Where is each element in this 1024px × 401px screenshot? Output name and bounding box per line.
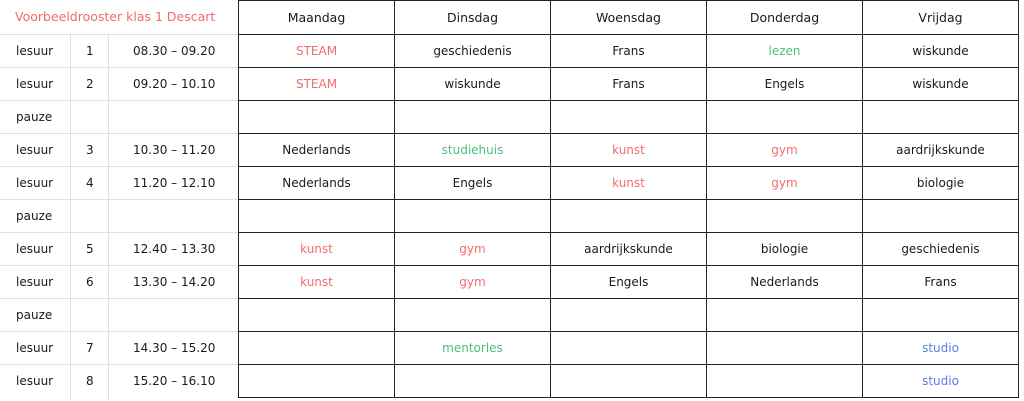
lesson-cell <box>551 200 707 233</box>
table-row <box>239 365 1019 398</box>
lesson-cell: geschiedenis <box>863 233 1019 266</box>
period-time: 12.40 – 13.30 <box>133 242 216 256</box>
lesson-cell: gym <box>707 134 863 167</box>
period-row-label <box>0 67 238 100</box>
period-type-label: lesuur <box>16 77 54 91</box>
period-column <box>0 0 238 401</box>
lesson-cell: aardrijkskunde <box>551 233 707 266</box>
period-row-label <box>0 364 238 397</box>
lesson-cell: gym <box>395 233 551 266</box>
break-row-label <box>0 199 238 232</box>
lesson-cell <box>239 365 395 398</box>
lesson-cell <box>239 200 395 233</box>
day-header-row <box>239 1 1019 35</box>
lesson-cell: gym <box>395 266 551 299</box>
lesson-cell <box>707 332 863 365</box>
lesson-cell: Nederlands <box>239 134 395 167</box>
lesson-cell <box>551 101 707 134</box>
lesson-cell: aardrijkskunde <box>863 134 1019 167</box>
table-row <box>239 266 1019 299</box>
lesson-cell: lezen <box>707 35 863 68</box>
day-header-donderdag: Donderdag <box>707 1 863 35</box>
lesson-cell: kunst <box>239 266 395 299</box>
lesson-cell: wiskunde <box>395 68 551 101</box>
table-row <box>239 134 1019 167</box>
lesson-cell: STEAM <box>239 68 395 101</box>
lesson-cell <box>551 365 707 398</box>
period-time: 13.30 – 14.20 <box>133 275 216 289</box>
day-header-vrijdag: Vrijdag <box>863 1 1019 35</box>
table-row <box>239 167 1019 200</box>
period-number: 2 <box>86 77 94 91</box>
period-type-label: lesuur <box>16 242 54 256</box>
lesson-cell <box>395 299 551 332</box>
period-number: 1 <box>86 44 94 58</box>
schedule-table <box>238 0 1019 398</box>
lesson-cell: Engels <box>395 167 551 200</box>
period-row-label <box>0 166 238 199</box>
lesson-cell: studio <box>863 332 1019 365</box>
period-type-label: lesuur <box>16 143 54 157</box>
lesson-cell: Engels <box>551 266 707 299</box>
period-row-label <box>0 265 238 298</box>
lesson-cell: Frans <box>863 266 1019 299</box>
lesson-cell: Engels <box>707 68 863 101</box>
period-number: 5 <box>86 242 94 256</box>
lesson-cell <box>239 332 395 365</box>
break-row <box>239 101 1019 134</box>
day-header-dinsdag: Dinsdag <box>395 1 551 35</box>
lesson-cell: wiskunde <box>863 68 1019 101</box>
lesson-cell: geschiedenis <box>395 35 551 68</box>
period-number: 4 <box>86 176 94 190</box>
lesson-cell: wiskunde <box>863 35 1019 68</box>
schedule-body <box>239 35 1019 398</box>
lesson-cell: Frans <box>551 35 707 68</box>
period-time: 09.20 – 10.10 <box>133 77 216 91</box>
table-row <box>239 332 1019 365</box>
period-type-label: lesuur <box>16 176 54 190</box>
lesson-cell <box>395 101 551 134</box>
lesson-cell <box>707 365 863 398</box>
timetable-title: Voorbeeldrooster klas 1 Descart <box>15 9 216 24</box>
lesson-cell <box>551 299 707 332</box>
period-type-label: lesuur <box>16 275 54 289</box>
break-row <box>239 200 1019 233</box>
period-type-label: pauze <box>16 110 53 124</box>
table-row <box>239 68 1019 101</box>
schedule-grid <box>238 0 1019 401</box>
lesson-cell <box>707 101 863 134</box>
lesson-cell: kunst <box>551 134 707 167</box>
lesson-cell <box>395 365 551 398</box>
lesson-cell <box>863 200 1019 233</box>
period-row-label <box>0 133 238 166</box>
lesson-cell: Nederlands <box>707 266 863 299</box>
lesson-cell: Frans <box>551 68 707 101</box>
lesson-cell: kunst <box>239 233 395 266</box>
period-row-label <box>0 34 238 67</box>
lesson-cell: kunst <box>551 167 707 200</box>
lesson-cell: studiehuis <box>395 134 551 167</box>
lesson-cell: Nederlands <box>239 167 395 200</box>
lesson-cell: gym <box>707 167 863 200</box>
period-number: 6 <box>86 275 94 289</box>
period-type-label: lesuur <box>16 374 54 388</box>
period-time: 14.30 – 15.20 <box>133 341 216 355</box>
period-time: 08.30 – 09.20 <box>133 44 216 58</box>
lesson-cell <box>239 101 395 134</box>
period-type-label: pauze <box>16 308 53 322</box>
break-row <box>239 299 1019 332</box>
lesson-cell <box>707 200 863 233</box>
period-number: 7 <box>86 341 94 355</box>
lesson-cell: biologie <box>863 167 1019 200</box>
lesson-cell: mentorles <box>395 332 551 365</box>
period-type-label: pauze <box>16 209 53 223</box>
break-row-label <box>0 298 238 331</box>
period-time: 11.20 – 12.10 <box>133 176 216 190</box>
lesson-cell <box>707 299 863 332</box>
lesson-cell: STEAM <box>239 35 395 68</box>
lesson-cell: biologie <box>707 233 863 266</box>
day-header-woensdag: Woensdag <box>551 1 707 35</box>
table-row <box>239 35 1019 68</box>
period-type-label: lesuur <box>16 44 54 58</box>
period-number: 3 <box>86 143 94 157</box>
lesson-cell <box>239 299 395 332</box>
lesson-cell <box>863 299 1019 332</box>
lesson-cell <box>863 101 1019 134</box>
lesson-cell <box>395 200 551 233</box>
period-type-label: lesuur <box>16 341 54 355</box>
period-time: 10.30 – 11.20 <box>133 143 216 157</box>
table-row <box>239 233 1019 266</box>
period-time: 15.20 – 16.10 <box>133 374 216 388</box>
day-header-maandag: Maandag <box>239 1 395 35</box>
period-row-label <box>0 232 238 265</box>
period-number: 8 <box>86 374 94 388</box>
lesson-cell: studio <box>863 365 1019 398</box>
period-row-label <box>0 331 238 364</box>
break-row-label <box>0 100 238 133</box>
lesson-cell <box>551 332 707 365</box>
